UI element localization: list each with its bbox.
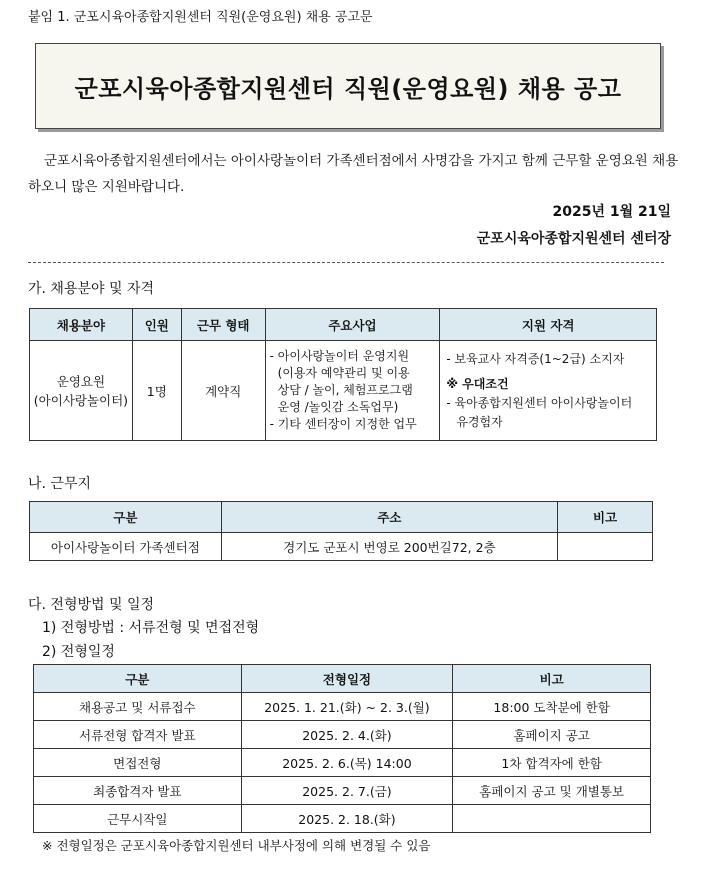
preference-line: 유경험자 (456, 414, 503, 429)
field-cell (30, 341, 133, 441)
column-header: 구분 (34, 665, 242, 693)
section-c-heading: 다. 전형방법 및 일정 (28, 597, 154, 613)
field-name: 운영요원 (56, 373, 106, 389)
intro-paragraph (28, 148, 680, 200)
column-header: 주요사업 (265, 309, 440, 341)
schedule-footnote: ※ 전형일정은 군포시육아종합지원센터 내부사정에 의해 변경될 수 있음 (42, 838, 431, 853)
headcount-cell: 1명 (132, 341, 181, 441)
schedule-cell: 2025. 1. 21.(화) ~ 2. 3.(월) (241, 693, 453, 721)
preference-line: - 육아종합지원센터 아이사랑놀이터 (446, 395, 633, 410)
qualification-text: - 보육교사 자격증(1~2급) 소지자 (446, 351, 625, 366)
column-header: 비고 (558, 502, 653, 533)
schedule-heading: 2) 전형일정 (42, 644, 115, 660)
column-header: 지원 자격 (440, 309, 657, 341)
stage-cell: 근무시작일 (34, 805, 242, 833)
column-header: 채용분야 (30, 309, 133, 341)
note-cell: 1차 합격자에 한함 (453, 749, 651, 777)
announcement-sender: 군포시육아종합지원센터 센터장 (476, 231, 671, 247)
stage-cell: 최종합격자 발표 (34, 777, 242, 805)
schedule-cell: 2025. 2. 4.(화) (241, 721, 453, 749)
section-a-heading: 가. 채용분야 및 자격 (28, 281, 154, 297)
duty-line: - 아이사랑놀이터 운영지원 (269, 349, 410, 363)
preference-title: ※ 우대조건 (446, 376, 509, 391)
duty-line: 운영 /놀잇감 소독업무) (277, 400, 399, 414)
table-row (30, 341, 657, 441)
duty-line: 상담 / 놀이, 체험프로그램 (277, 383, 413, 397)
workplace-note (558, 533, 653, 561)
duties-cell (265, 341, 440, 441)
announcement-date: 2025년 1월 21일 (552, 204, 671, 220)
duty-line: (이용자 예약관리 및 이용 (277, 366, 410, 380)
note-cell: 홈페이지 공고 및 개별통보 (453, 777, 651, 805)
column-header: 전형일정 (241, 665, 453, 693)
column-header: 근무 형태 (181, 309, 265, 341)
note-cell: 18:00 도착분에 한함 (453, 693, 651, 721)
recruitment-table (29, 308, 657, 441)
intro-text: 군포시육아종합지원센터에서는 아이사랑놀이터 가족센터점에서 사명감을 가지고 함께 근무할 운영요원 채용하오니 많은 지원바랍니다. (28, 153, 679, 195)
workplace-name: 아이사랑놀이터 가족센터점 (30, 533, 222, 561)
section-divider (28, 262, 664, 263)
table-header-row (30, 502, 653, 533)
table-row (34, 693, 651, 721)
schedule-cell: 2025. 2. 6.(목) 14:00 (241, 749, 453, 777)
note-cell: 홈페이지 공고 (453, 721, 651, 749)
workplace-address: 경기도 군포시 번영로 200번길72, 2층 (221, 533, 557, 561)
table-row (30, 533, 653, 561)
workplace-table (29, 501, 653, 561)
column-header: 구분 (30, 502, 222, 533)
selection-method: 1) 전형방법 : 서류전형 및 면접전형 (42, 620, 260, 636)
schedule-cell: 2025. 2. 7.(금) (241, 777, 453, 805)
column-header: 인원 (132, 309, 181, 341)
schedule-table (33, 664, 651, 833)
schedule-cell: 2025. 2. 18.(화) (241, 805, 453, 833)
table-row (34, 749, 651, 777)
table-row (34, 721, 651, 749)
table-row (34, 777, 651, 805)
note-cell (453, 805, 651, 833)
table-row (34, 805, 651, 833)
stage-cell: 서류전형 합격자 발표 (34, 721, 242, 749)
field-subname: (아이사랑놀이터) (33, 392, 129, 408)
stage-cell: 채용공고 및 서류접수 (34, 693, 242, 721)
work-type-cell: 계약직 (181, 341, 265, 441)
table-header-row (30, 309, 657, 341)
column-header: 주소 (221, 502, 557, 533)
stage-cell: 면접전형 (34, 749, 242, 777)
title-box (35, 43, 661, 129)
section-b-heading: 나. 근무지 (28, 476, 91, 492)
qualification-cell (440, 341, 657, 441)
page-title: 군포시육아종합지원센터 직원(운영요원) 채용 공고 (74, 74, 622, 103)
attachment-label: 붙임 1. 군포시육아종합지원센터 직원(운영요원) 채용 공고문 (28, 10, 373, 25)
duty-line: - 기타 센터장이 지정한 업무 (269, 417, 417, 431)
table-header-row (34, 665, 651, 693)
column-header: 비고 (453, 665, 651, 693)
